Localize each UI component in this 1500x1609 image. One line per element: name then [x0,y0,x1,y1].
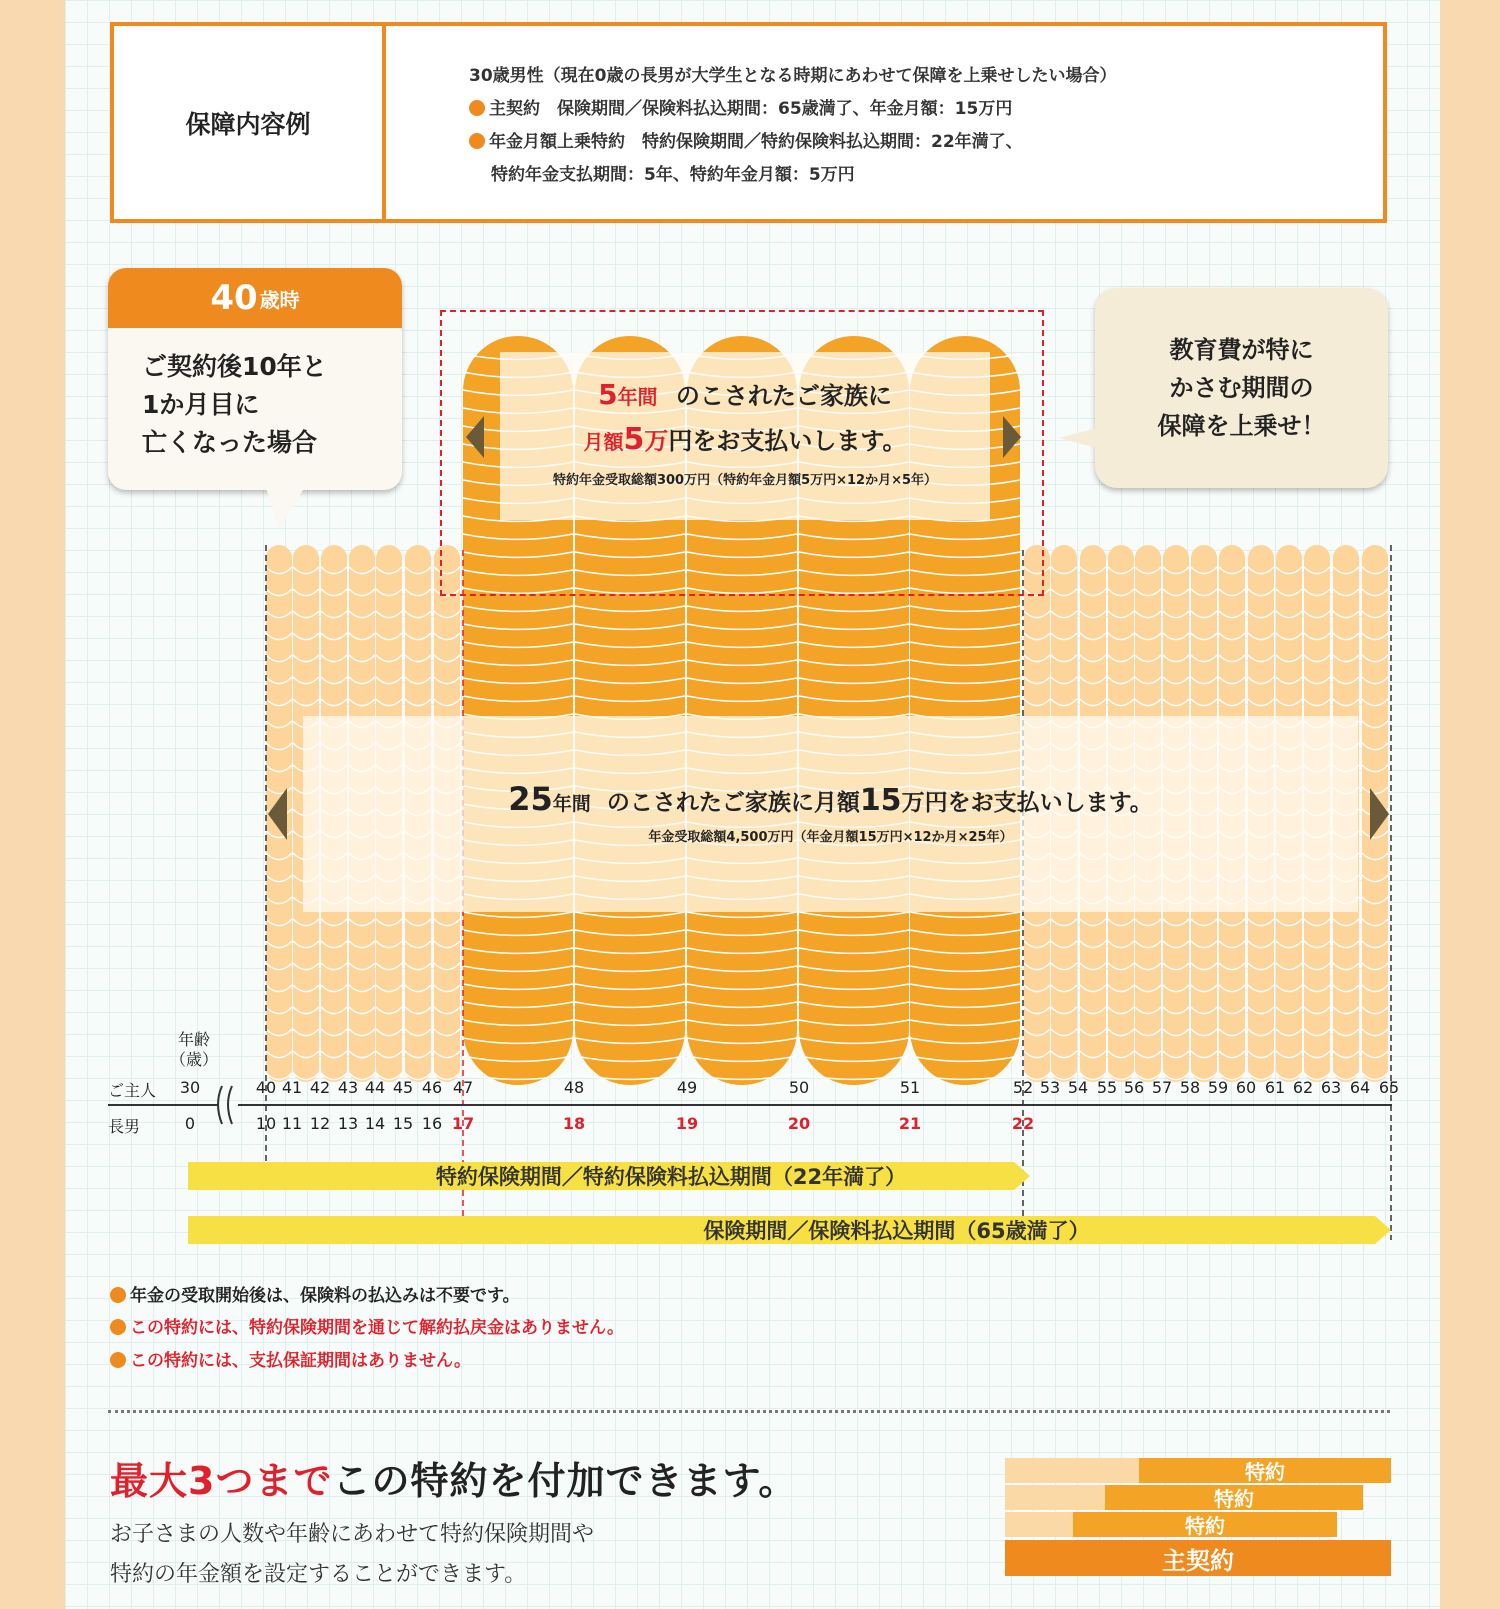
section-divider [108,1410,1390,1413]
bar-arrow-icon [1375,1216,1391,1244]
tick-husband-age: 55 [1096,1078,1118,1097]
rider-period-bar [188,1162,1014,1190]
rider-overlay-text-b: 円をお支払いします。 [668,427,907,455]
tick-son-age: 22 [1011,1114,1035,1133]
tick-husband-start: 30 [179,1078,201,1097]
spec-line-1: 30歳男性（現在0歳の長男が大学生となる時期にあわせて保障を上乗せしたい場合） [469,66,1117,86]
spec-line-4: 特約年金支払期間：5年、特約年金月額：5万円 [491,165,855,185]
stack-light-2 [1005,1485,1105,1510]
tick-husband-age: 49 [676,1078,698,1097]
rider-period-label: 特約保険期間／特約保険料払込期間（22年満了） [435,1165,907,1189]
tick-husband-age: 60 [1235,1078,1257,1097]
tick-husband-age: 45 [392,1078,414,1097]
age-unit: （歳） [170,1050,219,1069]
tick-husband-age: 46 [421,1078,443,1097]
tick-husband-age: 53 [1039,1078,1061,1097]
spec-line-2-text: 主契約 保険期間／保険料払込期間：65歳満了、年金月額：15万円 [489,99,1013,119]
stack-rider-3: 特約 [1073,1512,1337,1537]
rider-amount-unit: 万 [644,427,669,455]
footer-sub-2: 特約の年金額を設定することができます。 [110,1562,527,1587]
tick-husband-age: 58 [1179,1078,1201,1097]
tick-husband-age: 51 [899,1078,921,1097]
note-1-text: 年金の受取開始後は、保険料の払込みは不要です。 [130,1286,520,1306]
education-line-1: 教育費が特に [1169,336,1314,364]
tick-son-age: 21 [898,1114,922,1133]
rider-years-unit: 年間 [617,385,658,409]
education-bubble [1095,288,1388,488]
education-line-3: 保障を上乗せ！ [1157,412,1326,440]
stack-light-1 [1005,1458,1139,1483]
tick-husband-age: 40 [255,1078,277,1097]
age-label: 年齢 [178,1030,211,1049]
tick-husband-age: 59 [1207,1078,1229,1097]
tick-husband-age: 61 [1264,1078,1286,1097]
spec-line-3-text: 年金月額上乗特約 特約保険期間／特約保険料払込期間：22年満了、 [489,132,1023,152]
bubble-tail [1059,428,1097,448]
tick-husband-age: 56 [1123,1078,1145,1097]
rider-stack-diagram [1005,1458,1391,1578]
note-3-text: この特約には、支払保証期間はありません。 [130,1351,472,1371]
tick-husband-age: 41 [281,1078,303,1097]
tick-husband-age: 48 [563,1078,585,1097]
tick-son-age: 19 [675,1114,699,1133]
stack-light-3 [1005,1512,1073,1537]
tick-husband-age: 54 [1067,1078,1089,1097]
death-age-header [108,268,402,328]
bullet-icon [110,1319,126,1335]
bullet-icon [110,1352,126,1368]
tick-husband-age: 52 [1012,1078,1034,1097]
note-2-text: この特約には、特約保険期間を通じて解約払戻金はありません。 [130,1318,625,1338]
left-arrow-icon [466,416,484,458]
tick-son-age: 10 [255,1114,277,1133]
bullet-icon [110,1287,126,1303]
tick-son-age: 15 [392,1114,414,1133]
death-case-line-2: 1か月目に [142,390,260,419]
tick-son-age: 11 [281,1114,303,1133]
tick-husband-age: 47 [452,1078,474,1097]
main-years-number: 25 [508,780,553,818]
main-period-bar [188,1216,1375,1244]
right-arrow-icon [1370,788,1389,840]
right-arrow-icon [1003,416,1021,458]
tick-husband-age: 64 [1349,1078,1371,1097]
tick-husband-age: 43 [337,1078,359,1097]
education-bubble-text [1158,331,1326,445]
age-axis-title [170,1030,218,1070]
tick-husband-age: 63 [1320,1078,1342,1097]
tick-husband-age: 57 [1151,1078,1173,1097]
rider-total-amount: 特約年金受取総額300万円（特約年金月額5万円×12か月×5年） [552,473,938,488]
rider-amount-number: 5 [623,422,645,457]
left-arrow-icon [268,788,287,840]
death-case-line-3: 亡くなった場合 [142,428,318,457]
tick-son-age: 18 [562,1114,586,1133]
note-1 [110,1281,520,1306]
tick-son-age: 20 [787,1114,811,1133]
tick-husband-age: 50 [788,1078,810,1097]
rider-years-number: 5 [598,378,618,411]
note-3 [110,1346,471,1371]
stack-main-contract: 主契約 [1005,1540,1391,1576]
death-age-number: 40 [210,278,258,318]
footer-sub-1: お子さまの人数や年齢にあわせて特約保険期間や [110,1522,595,1547]
footer-title-red: 最大3つまで [110,1459,333,1503]
row-label-son: 長男 [108,1117,141,1136]
tick-husband-age: 44 [364,1078,386,1097]
tick-son-age: 16 [421,1114,443,1133]
main-overlay-text-b: 万円をお支払いします。 [901,790,1153,816]
tick-husband-age: 42 [309,1078,331,1097]
main-overlay-text-a: のこされたご家族に月額 [606,790,860,816]
tick-son-age: 14 [364,1114,386,1133]
main-years-unit: 年間 [552,793,591,815]
death-case-bubble [108,268,402,490]
rider-overlay-text-a: のこされたご家族に [675,382,892,410]
row-label-husband: ご主人 [108,1081,157,1100]
footer-title-black: この特約を付加できます。 [332,1459,798,1503]
main-period-label: 保険期間／保険料払込期間（65歳満了） [703,1219,1090,1243]
tick-husband-age: 65 [1378,1078,1400,1097]
death-age-unit: 歳時 [259,287,300,312]
bubble-tail [266,488,304,528]
main-amount-number: 15 [859,783,902,818]
main-total-amount: 年金受取総額4,500万円（年金月額15万円×12か月×25年） [648,830,1013,845]
education-line-2: かさむ期間の [1169,374,1314,402]
footer-title [110,1450,797,1505]
tick-son-age: 17 [451,1114,475,1133]
death-case-text [108,328,402,462]
death-case-line-1: ご契約後10年と [142,352,327,381]
tick-son-age: 13 [337,1114,359,1133]
coverage-example-heading: 保障内容例 [114,26,386,219]
note-2 [110,1313,624,1338]
tick-son-age: 12 [309,1114,331,1133]
stack-rider-1: 特約 [1139,1458,1391,1483]
tick-husband-age: 62 [1292,1078,1314,1097]
bar-arrow-icon [1014,1162,1030,1190]
stack-rider-2: 特約 [1105,1485,1363,1510]
rider-monthly-label: 月額 [583,430,624,454]
tick-son-start: 0 [184,1114,196,1133]
